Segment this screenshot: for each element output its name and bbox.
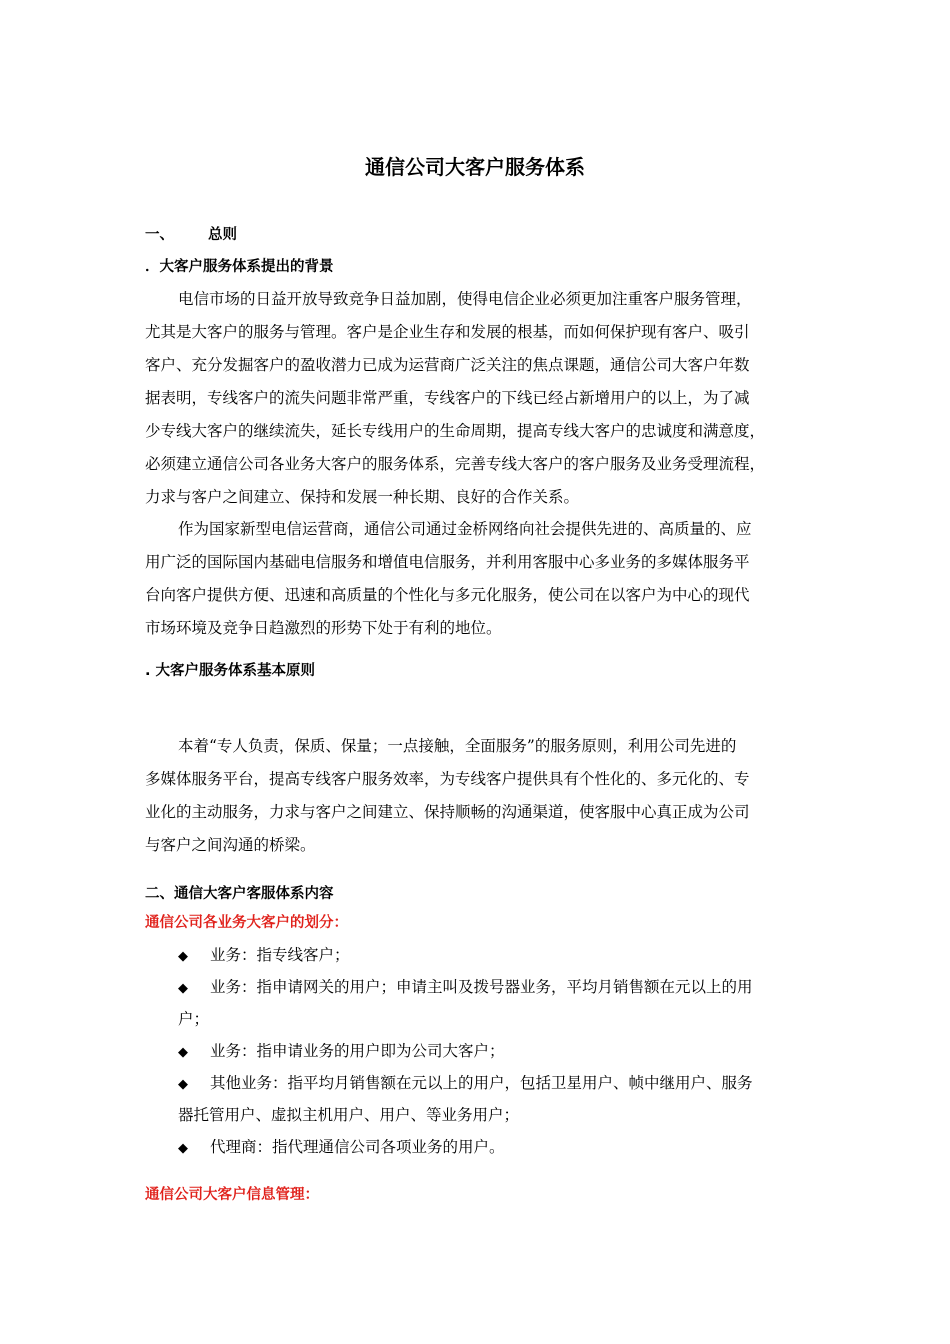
section-name: 总则 xyxy=(208,227,237,243)
list-item xyxy=(178,1136,505,1160)
list-item-text: 业务：指申请网关的用户；申请主叫及拨号器业务，平均月销售额在元以上的用 xyxy=(210,978,753,996)
section-number: 一、 xyxy=(145,227,174,243)
paragraph-line: 多媒体服务平台，提高专线客户服务效率，为专线客户提供具有个性化的、多元化的、专 xyxy=(145,770,750,788)
section-heading-2: 二、通信大客户客服体系内容 xyxy=(145,886,334,902)
paragraph-line: 电信市场的日益开放导致竞争日益加剧，使得电信企业必须更加注重客户服务管理， xyxy=(178,290,752,308)
diamond-bullet-icon: ◆ xyxy=(178,1077,188,1092)
paragraph-line: 作为国家新型电信运营商，通信公司通过金桥网络向社会提供先进的、高质量的、应 xyxy=(178,520,752,538)
list-item-text: 业务：指专线客户； xyxy=(210,946,350,964)
section-heading-1 xyxy=(145,224,237,246)
list-item xyxy=(178,976,753,1000)
list-item-text: 其他业务：指平均月销售额在元以上的用户，包括卫星用户、帧中继用户、服务 xyxy=(210,1074,753,1092)
paragraph-line: 市场环境及竞争日趋激烈的形势下处于有利的地位。 xyxy=(145,619,502,637)
list-item xyxy=(178,1072,753,1096)
paragraph-line: 用广泛的国际国内基础电信服务和增值电信服务，并利用客服中心多业务的多媒体服务平 xyxy=(145,553,750,571)
list-item xyxy=(178,944,350,968)
paragraph-line: 力求与客户之间建立、保持和发展一种长期、良好的合作关系。 xyxy=(145,488,580,506)
diamond-bullet-icon: ◆ xyxy=(178,981,188,996)
diamond-bullet-icon: ◆ xyxy=(178,1141,188,1156)
paragraph-line: 与客户之间沟通的桥梁。 xyxy=(145,836,316,854)
red-heading-classification: 通信公司各业务大客户的划分： xyxy=(145,915,348,931)
paragraph-line: 尤其是大客户的服务与管理。客户是企业生存和发展的根基，而如何保护现有客户、吸引 xyxy=(145,323,750,341)
document-title: 通信公司大客户服务体系 xyxy=(365,155,585,179)
paragraph-line: 客户、充分发掘客户的盈收潜力已成为运营商广泛关注的焦点课题，通信公司大客户年数 xyxy=(145,356,750,374)
diamond-bullet-icon: ◆ xyxy=(178,949,188,964)
diamond-bullet-icon: ◆ xyxy=(178,1045,188,1060)
list-item-text: 代理商：指代理通信公司各项业务的用户。 xyxy=(210,1138,505,1156)
subheading-background: ．大客户服务体系提出的背景 xyxy=(145,259,334,275)
red-heading-info-management: 通信公司大客户信息管理： xyxy=(145,1187,319,1203)
paragraph-line: 业化的主动服务，力求与客户之间建立、保持顺畅的沟通渠道，使客服中心真正成为公司 xyxy=(145,803,750,821)
paragraph-line: 台向客户提供方便、迅速和高质量的个性化与多元化服务，使公司在以客户为中心的现代 xyxy=(145,586,750,604)
paragraph-line: 据表明，专线客户的流失问题非常严重，专线客户的下线已经占新增用户的以上，为了减 xyxy=(145,389,750,407)
subheading-principles: . 大客户服务体系基本原则 xyxy=(145,663,316,679)
list-item xyxy=(178,1040,505,1064)
paragraph-line: 必须建立通信公司各业务大客户的服务体系，完善专线大客户的客户服务及业务受理流程， xyxy=(145,455,766,473)
list-item-continuation: 户； xyxy=(178,1010,210,1028)
paragraph-line: 本着“专人负责，保质、保量；一点接触，全面服务”的服务原则，利用公司先进的 xyxy=(178,737,737,755)
paragraph-line: 少专线大客户的继续流失，延长专线用户的生命周期，提高专线大客户的忠诚度和满意度， xyxy=(145,422,766,440)
list-item-continuation: 器托管用户、虚拟主机用户、用户、等业务用户； xyxy=(178,1106,520,1124)
list-item-text: 业务：指申请业务的用户即为公司大客户； xyxy=(210,1042,505,1060)
